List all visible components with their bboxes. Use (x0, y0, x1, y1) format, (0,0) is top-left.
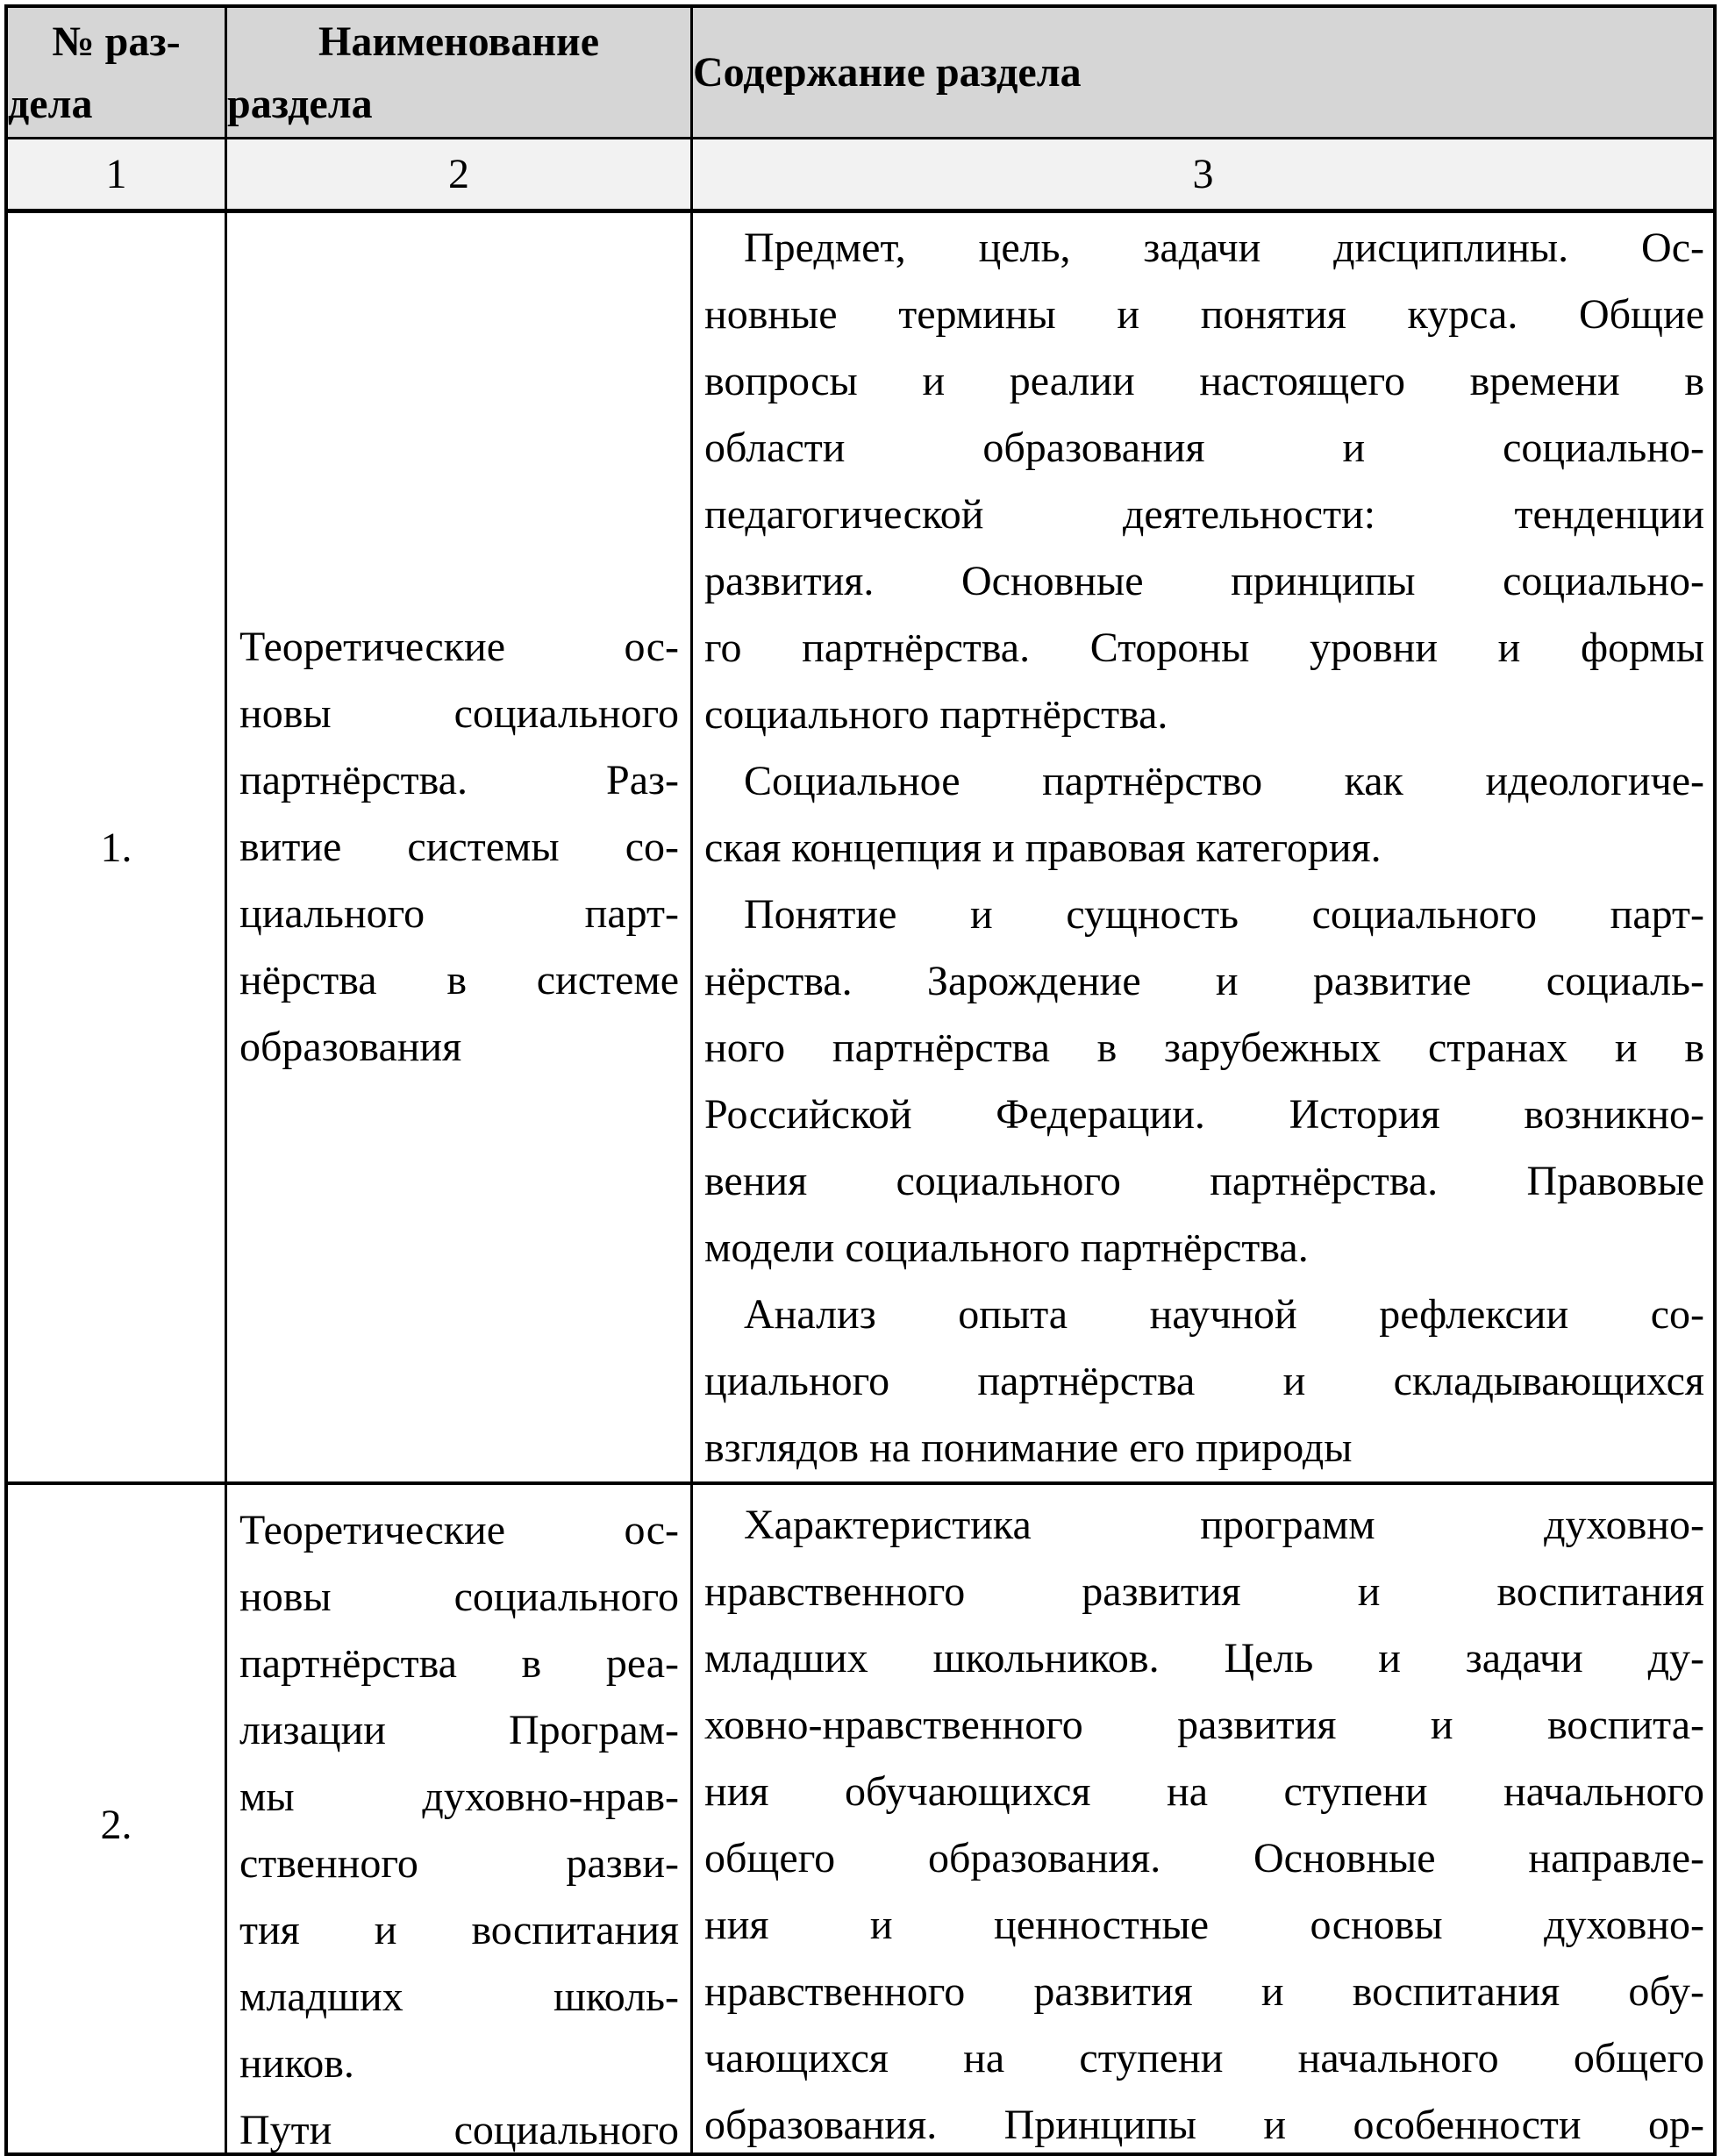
text-line: вопросы и реалии настоящего времени в (704, 358, 1704, 404)
text-line: образования (239, 1024, 462, 1070)
table-header-row (8, 8, 1713, 139)
text-line: партнёрства в реа- (239, 1640, 679, 1687)
text-line: мы духовно-нрав- (239, 1774, 679, 1820)
text-line: № раз- (52, 18, 181, 65)
text-line: ственного разви- (239, 1840, 679, 1887)
paragraph (704, 1492, 1704, 2156)
text-line: области образования и социально- (704, 425, 1704, 471)
text-line: общего образования. Основные направле- (704, 1835, 1704, 1881)
section-name-cell (227, 1485, 693, 2156)
text-line: лизации Програм- (239, 1707, 679, 1753)
header-cell-section-name (227, 8, 693, 137)
text-line: ния обучающихся на ступени начального (704, 1768, 1704, 1815)
text-line: Содержание раздела (693, 49, 1082, 96)
paragraph (704, 882, 1704, 1281)
text-line: Теоретические ос- (239, 1507, 679, 1553)
text-line: нравственного развития и воспитания обу- (704, 1968, 1704, 2015)
text-line: вения социального партнёрства. Правовые (704, 1158, 1704, 1204)
paragraph (227, 11, 690, 135)
column-numbers-row (8, 139, 1713, 213)
paragraph (8, 11, 225, 135)
text-line: Социальное партнёрство как идеологиче- (744, 758, 1704, 804)
text-line: ников. (239, 2040, 354, 2087)
text-line: ская концепция и правовая категория. (704, 825, 1382, 871)
text-line: Понятие и сущность социального парт- (744, 891, 1704, 938)
table-row-section-2 (8, 1485, 1713, 2156)
header-cell-section-number (8, 8, 227, 137)
paragraph (693, 41, 1713, 104)
paragraph (704, 1281, 1704, 1481)
paragraph (704, 748, 1704, 882)
text-line: педагогической деятельности: тенденции (704, 491, 1704, 538)
text-line: развития. Основные принципы социально- (704, 558, 1704, 604)
text-line: социального партнёрства. (704, 691, 1168, 738)
table-row-section-1 (8, 213, 1713, 1485)
text-line: Характеристика программ духовно- (744, 1502, 1704, 1548)
text-line: Анализ опыта научной рефлексии со- (744, 1291, 1704, 1338)
course-sections-table (4, 4, 1717, 2156)
text-line: дела (8, 80, 93, 127)
text-line: тия и воспитания (239, 1907, 679, 1953)
paragraph (239, 614, 679, 1081)
text-line: Наименование (318, 18, 599, 65)
text-line: Российской Федерации. История возникно- (704, 1091, 1704, 1138)
column-number-1: 1 (8, 139, 227, 209)
text-line: модели социального партнёрства. (704, 1224, 1309, 1271)
text-line: новы социального (239, 1574, 679, 1620)
text-line: взглядов на понимание его природы (704, 1424, 1353, 1471)
text-line: го партнёрства. Стороны уровни и формы (704, 625, 1704, 671)
section-number-cell: 2. (8, 1485, 227, 2156)
text-line: новы социального (239, 690, 679, 737)
text-line: Теоретические ос- (239, 624, 679, 670)
text-line: ного партнёрства в зарубежных странах и в (704, 1024, 1704, 1071)
text-line: Предмет, цель, задачи дисциплины. Ос- (744, 225, 1704, 271)
section-number-cell: 1. (8, 213, 227, 1481)
column-number-2: 2 (227, 139, 693, 209)
paragraph (239, 2097, 679, 2156)
paragraph (704, 215, 1704, 748)
text-line: образования. Принципы и особенности ор- (704, 2102, 1704, 2148)
text-line: ния и ценностные основы духовно- (704, 1902, 1704, 1948)
text-line: нёрства. Зарождение и развитие социаль- (704, 958, 1704, 1004)
section-content-cell (693, 213, 1713, 1481)
text-line: нёрства в системе (239, 957, 679, 1003)
section-name-cell (227, 213, 693, 1481)
text-line: циального парт- (239, 890, 679, 937)
section-content-cell (693, 1485, 1713, 2156)
column-number-3: 3 (1192, 151, 1214, 197)
text-line: партнёрства. Раз- (239, 757, 679, 803)
text-line: ховно-нравственного развития и воспита- (704, 1702, 1704, 1748)
text-line: младших школьников. Цель и задачи ду- (704, 1635, 1704, 1681)
text-line: младших школь- (239, 1974, 679, 2020)
text-line: новные термины и понятия курса. Общие (704, 291, 1704, 338)
header-cell-section-content (693, 8, 1713, 137)
text-line: циального партнёрства и складывающихся (704, 1358, 1704, 1404)
text-line: витие системы со- (239, 824, 679, 870)
text-line: раздела (227, 80, 373, 127)
text-line: нравственного развития и воспитания (704, 1568, 1704, 1615)
text-line: чающихся на ступени начального общего (704, 2035, 1704, 2081)
paragraph (239, 1497, 679, 2097)
text-line: Пути социального (239, 2107, 679, 2153)
